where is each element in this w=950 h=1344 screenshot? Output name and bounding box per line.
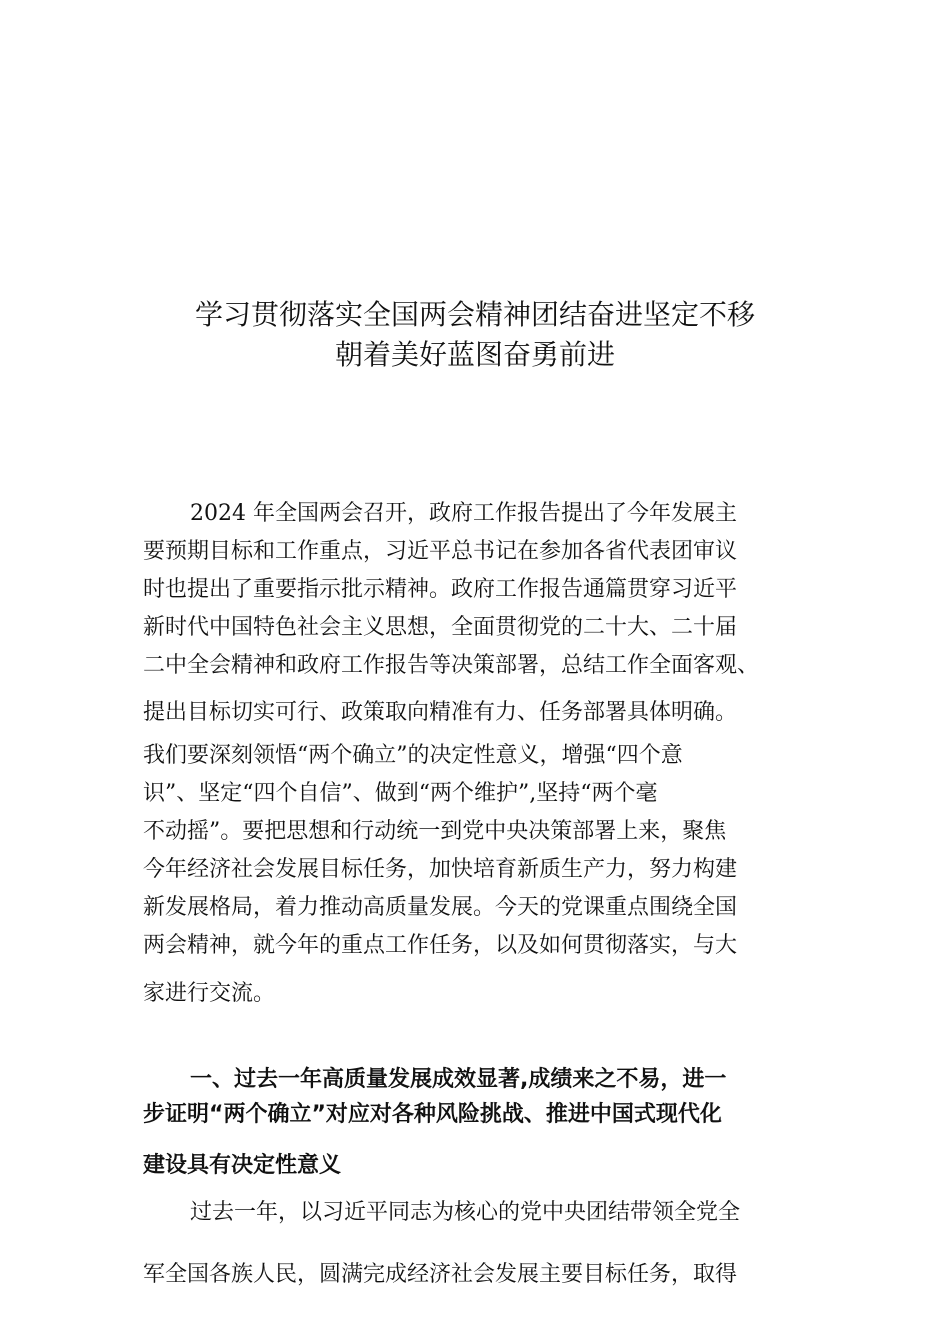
document-title-line-1: 学习贯彻落实全国两会精神团结奋进坚定不移 — [194, 298, 755, 331]
intro-paragraph-line: 我们要深刻领悟“两个确立”的决定性意义，增强“四个意 — [143, 743, 683, 768]
intro-paragraph-line: 提出目标切实可行、政策取向精准有力、任务部署具体明确。 — [143, 700, 738, 725]
intro-paragraph-line: 识”、坚定“四个自信”、做到“两个维护”,坚持“两个毫 — [143, 781, 658, 806]
intro-paragraph-line: 两会精神，就今年的重点工作任务，以及如何贯彻落实，与大 — [143, 933, 738, 958]
section-heading-line: 步证明“两个确立”对应对各种风险挑战、推进中国式现代化 — [143, 1102, 722, 1127]
body-paragraph-line: 军全国各族人民，圆满完成经济社会发展主要目标任务，取得 — [143, 1262, 738, 1287]
intro-paragraph-line: 时也提出了重要指示批示精神。政府工作报告通篇贯穿习近平 — [143, 577, 738, 602]
body-paragraph-line: 过去一年，以习近平同志为核心的党中央团结带领全党全 — [190, 1200, 741, 1225]
intro-paragraph-line: 2024 年全国两会召开，政府工作报告提出了今年发展主 — [190, 501, 737, 526]
intro-paragraph-line: 不动摇”。要把思想和行动统一到党中央决策部署上来，聚焦 — [143, 819, 727, 844]
document-title-line-2: 朝着美好蓝图奋勇前进 — [334, 338, 615, 371]
intro-paragraph-line: 要预期目标和工作重点，习近平总书记在参加各省代表团审议 — [143, 539, 738, 564]
intro-paragraph-line: 家进行交流。 — [143, 981, 276, 1006]
intro-paragraph-line: 新时代中国特色社会主义思想，全面贯彻党的二十大、二十届 — [143, 615, 738, 640]
section-heading-line: 建设具有决定性意义 — [143, 1153, 342, 1178]
intro-paragraph-line: 新发展格局，着力推动高质量发展。今天的党课重点围绕全国 — [143, 895, 738, 920]
intro-paragraph-line: 二中全会精神和政府工作报告等决策部署，总结工作全面客观、 — [143, 653, 760, 678]
intro-paragraph-line: 今年经济社会发展目标任务，加快培育新质生产力，努力构建 — [143, 857, 738, 882]
section-heading-line: 一、过去一年高质量发展成效显著,成绩来之不易，进一 — [190, 1067, 727, 1092]
